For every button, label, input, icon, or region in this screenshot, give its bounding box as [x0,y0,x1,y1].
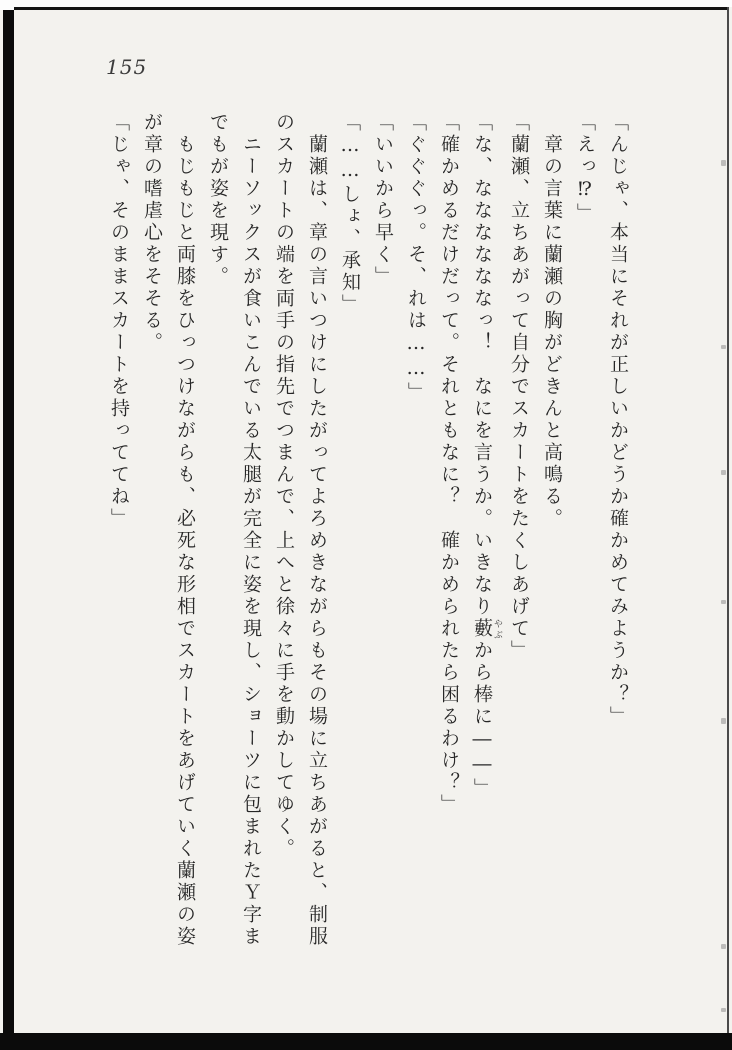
page-number: 155 [106,55,148,79]
text-block [102,112,634,978]
text-line [465,112,502,978]
text-segment: 「な、ななななななっ！ なにを言うか。いきなり [471,112,493,618]
scan-artifact [721,944,726,949]
text-line: 「いいから早く」 [372,112,394,288]
text-line: 「えっ⁉」 [574,112,596,225]
text-line: 「確かめるだけだって。それともなに？ 確かめられたら困るわけ？」 [438,112,460,816]
scan-edge-top [0,0,732,7]
text-line: 「……しょ、承知」 [339,112,361,316]
text-line: のスカートの端を両手の指先でつまんで、上へと徐々に手を動かしてゆく。 [273,112,295,860]
scan-artifact [721,718,726,724]
ruby-text: やぶ [492,618,502,640]
text-line: 「んじゃ、本当にそれが正しいかどうか確かめてみようか？」 [607,112,629,728]
scan-artifact [721,600,726,604]
scan-artifact [721,1008,726,1012]
text-line: ニーソックスが食いこんでいる太腿が完全に姿を現し、ショーツに包まれたＹ字ま [240,112,262,948]
text-line: でもが姿を現す。 [207,112,229,288]
scan-artifact [721,160,726,166]
page-border-top [14,7,729,10]
text-line: 「ぐぐぐっ。そ、れは……」 [405,112,427,404]
page-border-right [727,7,729,1033]
text-line: 蘭瀬は、章の言いつけにしたがってよろめきながらもその場に立ちあがると、制服 [306,112,328,948]
text-line: 章の言葉に蘭瀬の胸がどきんと高鳴る。 [541,112,563,530]
text-line: が章の嗜虐心をそそる。 [141,112,163,354]
text-line: 「じゃ、そのままスカートを持っててね」 [108,112,130,530]
scan-artifact [721,470,726,475]
page-border-bottom [0,1033,732,1050]
scan-corner [0,0,14,10]
scan-artifact [721,345,726,349]
ruby-furigana [471,618,502,640]
text-segment: から棒に――」 [471,640,493,800]
text-line: 「蘭瀬、立ちあがって自分でスカートをたくしあげて」 [508,112,530,662]
ruby-base: 藪 [471,618,493,640]
page-border-left [3,10,14,1050]
text-line: もじもじと両膝をひっつけながらも、必死な形相でスカートをあげていく蘭瀬の姿 [174,112,196,948]
